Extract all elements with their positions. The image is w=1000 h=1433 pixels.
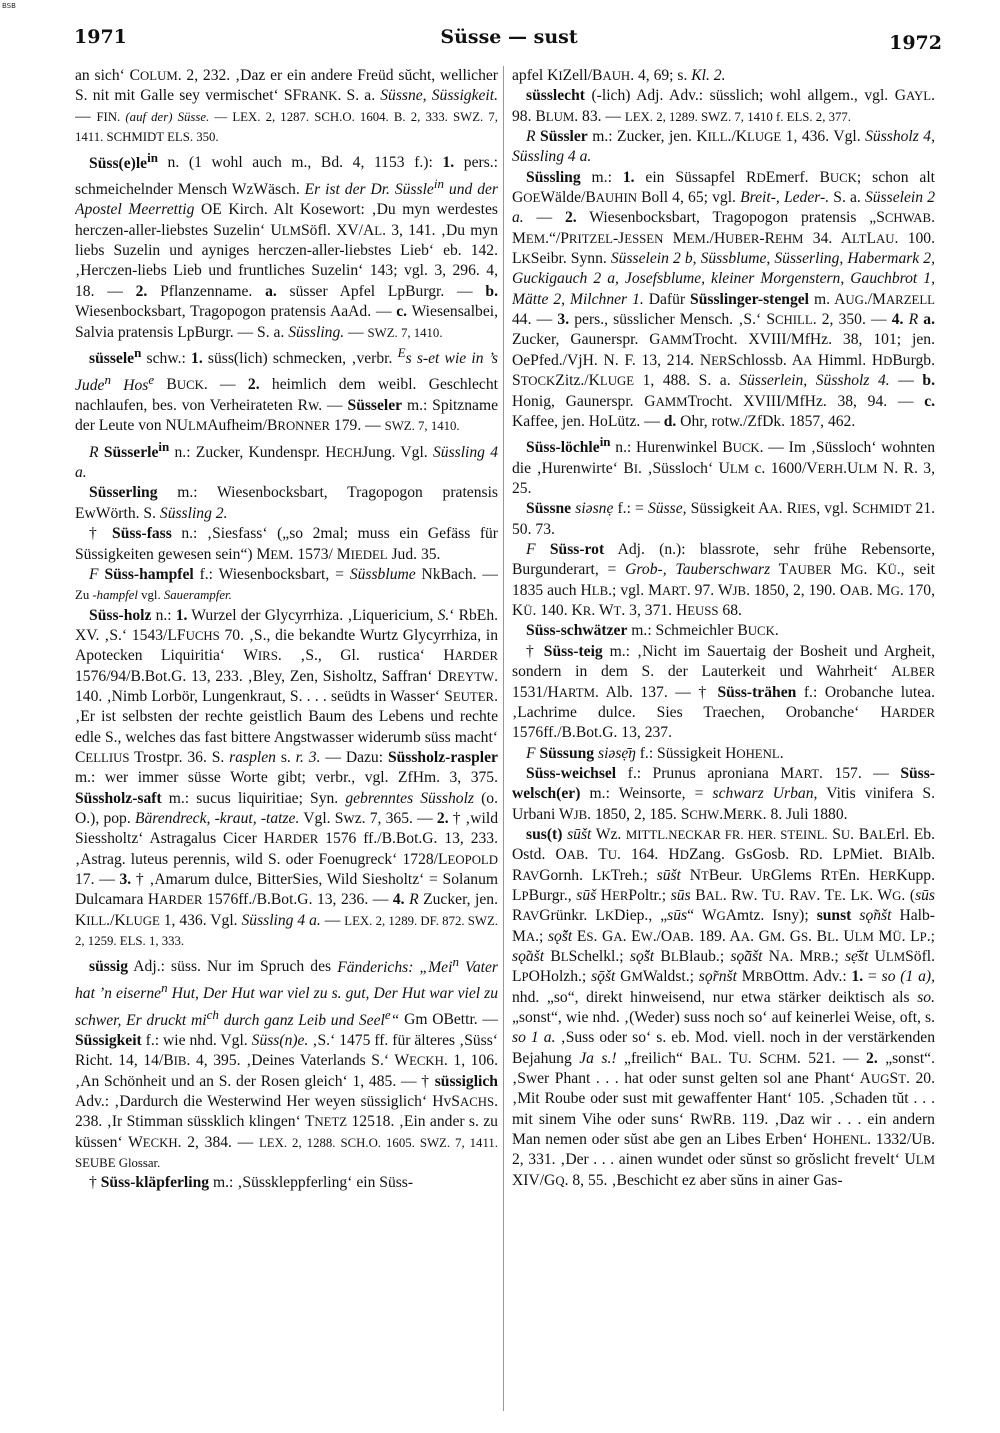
dictionary-entry: F Süssung siəsẹ̄ŋ f.: Süssigkeit HOHENL.: [526, 744, 784, 762]
page-number-left: 1971: [74, 26, 127, 48]
dictionary-entry: an sich‘ COLUM. 2, 232. ‚Daz er ein andere Freüd sŭcht, wellicher S. nit mit Galle sey vermischet‘ SFRANK. S. a. Süssne, Süssigkeit. — FIN. (auf der) Süsse. — LEX. 2, 1287. SCH.O. 1604. B. 2, 333. SWZ. 7, 1411. SCHMIDT ELS. 350.: [75, 67, 498, 145]
dictionary-entry: süssig Adj.: süss. Nur im Spruch des Fänderichs: „Mei$^n$ Vater hat ’n eiserne$^n$ Hut, Der Hut war viel zu s. gut, Der Hut war viel zu schwer, Er druckt $mi^{ch}$ durch ganz Leib und Seel$^e$“ Gm OBettr. — Süssigkeit f.: wie nhd. Vgl. Süss(n)e. ‚S.‘ 1475 ff. für älteres ‚Süss‘ Richt. 14, 14/BIB. 4, 395. ‚Deines Vaterlands S.‘ WECKH. 1, 106. ‚An Schönheit und an S. der Rosen gleich‘ 1, 485. — † süssiglich Adv.: ‚Dardurch die Westerwind Her weyen süssiglich‘ HvSACHS. 238. ‚Ir Stimman süssklich klingen‘ TNETZ 12518. ‚Ein ander s. zu küssen‘ WECKH. 2, 384. — LEX. 2, 1288. SCH.O. 1605. SWZ. 7, 1411. SEUBE Glossar.: [75, 953, 498, 1171]
dictionary-entry: Süsserling m.: Wiesenbocksbart, Tragopogon pratensis EwWörth. S. Süssling 2.: [75, 484, 498, 522]
dictionary-entry: Süss-löchle$^{in}$ n.: Hurenwinkel BUCK. — Im ‚Süssloch‘ wohnten die ‚Hurenwirte‘ BI. ‚Süssloch‘ ULM c. 1600/VERH.ULM N. R. 3, 25.: [512, 434, 935, 498]
page-header: [74, 22, 944, 56]
dictionary-entry: sus(t) sūšt Wz. MITTL.NECKAR FR. HER. STEINL. SU. BALErl. Eb. Ostd. OAB. TU. 164. HDZang. GsGosb. RD. LPMiet. BIAlb. RAVGornh. LKTreh.; sūšt NTBeur. URGlems RTEn. HERKupp. LPBurgr., sūš HERPoltr.; sūs BAL. RW. TU. RAV. TE. LK. WG. (sūs RAVGrünkr. LKDiep., „sūs“ WGAmtz. Isny); sunst sǫ̃nšt Halb-MA.; sǫ̃št ES. GA. EW./OAB. 189. AA. GM. GS. BL. ULM MÜ. LP.; sǫ̃ašt BLSchelkl.; sǫ̃št BLBlaub.; sǫ̃āšt NA. MRB.; sẹ̄št ULMSöfl. LPOHolzh.; sǭšt GMWaldst.; sǫ̃rnšt MRBOttm. Adv.: 1. = so (1 a), nhd. „so“, direkt hinweisend, nur etwa stärker deiktisch als so. „sonst“, wie nhd. ‚(Weder) suss noch so‘ auf keinerlei Weise, oft, s. so 1 a. ‚Suss oder so‘ s. eb. Mod. viell. noch in der verstärkenden Bejahung Ja s.! „freilich“ BAL. TU. SCHM. 521. — 2. „sonst“. ‚Swer Phant . . . hat oder sunst gelten sol ane Phant‘ AUGST. 20. ‚Mit Roube oder sust mit gewaffenter Hant‘ 105. ‚Schaden tŭt . . . mit sinem Vihe oder suns‘ RWRB. 119. ‚Daz wir . . . ein andern Man nemen oder sŭst abe gen an Libes Erben‘ HOHENL. 1332/UB. 2, 331. ‚Der . . . ainen wundet oder sŭnst so grŏslicht frevelt‘ ULM XIV/GQ. 8, 55. ‚Beschicht ez aber sŭns in ainer Gas-: [512, 825, 935, 1189]
dictionary-entry: † Süss-teig m.: ‚Nicht im Sauertaig der Bosheit und Argheit, sondern in dem S. der Lauterkeit und Wahrheit‘ ALBER 1531/HARTM. Alb. 137. — † Süss-trähen f.: Orobanche lutea. ‚Lachrime dulce. Sies Traechen, Orobanche‘ HARDER 1576ff./B.Bot.G. 13, 237.: [512, 642, 935, 742]
dictionary-entry: † Süss-fass n.: ‚Siesfass‘ („so 2mal; muss ein Gefäss für Süssigkeiten gewesen sein“) MEM. 1573/ MIEDEL Jud. 35.: [75, 525, 498, 563]
running-title: Süsse — sust: [440, 26, 578, 48]
column-divider: [503, 66, 504, 1411]
dictionary-entry: Süss-holz n.: 1. Wurzel der Glycyrrhiza. ‚Liquericium, S.‘ RbEh. XV. ‚S.‘ 1543/LFUCHS 70. ‚S., die bekandte Wurtz Glycyrrhiza, in Apotecken Liquiritia‘ WIRS. ‚S., Gl. rustica‘ HARDER 1576/94/B.Bot.G. 13, 233. ‚Bley, Zen, Sisholtz, Saffran‘ DREYTW. 140. ‚Nimb Lorbör, Lungenkraut, S. . . . seüdts in Wasser‘ SEUTER. ‚Er ist selbsten der rechte geistlich Baum des Lebens und rechte edle S., welches das fast bittere Angstwasser widerumb süss macht‘ CELLIUS Trostpr. 36. S. rasplen s. r. 3. — Dazu: Süssholz-raspler m.: wer immer süsse Worte gibt; verbr., vgl. ZfHm. 3, 375. Süssholz-saft m.: sucus liquiritiae; Syn. gebrenntes Süssholz (o. O.), pop. Bärendreck, -kraut, -tatze. Vgl. Swz. 7, 365. — 2. † ‚wild Siessholtz‘ Astragalus Cicer HARDER 1576 ff./B.Bot.G. 13, 233. ‚Astrag. luteus perennis, wild S. oder Foenugreck‘ 1728/LEOPOLD 17. — 3. † ‚Amarum dulce, BitterSies, Wild Siesholtz‘ = Solanum Dulcamara HARDER 1576ff./B.Bot.G. 13, 236. — 4. R Zucker, jen. KILL./KLUGE 1, 436. Vgl. Süssling 4 a. — LEX. 2, 1289. DF. 872. SWZ. 2, 1259. ELS. 1, 333.: [75, 606, 498, 949]
page-number-right: 1972: [889, 32, 942, 54]
library-stamp: BSB: [2, 2, 16, 10]
dictionary-entry: R Süssler m.: Zucker, jen. KILL./KLUGE 1, 436. Vgl. Süssholz 4, Süssling 4 a.: [512, 128, 935, 166]
dictionary-entry: Süss-schwätzer m.: Schmeichler BUCK.: [526, 622, 779, 640]
dictionary-entry: † Süss-kläpferling m.: ‚Süsskleppferling‘ ein Süss-: [89, 1174, 414, 1192]
dictionary-entry: $Süss(e)le^{in}$ n. (1 wohl auch m., Bd. 4, 1153 f.): 1. pers.: schmeichelnder Mensch WzWäsch. Er ist der Dr. Süssle$^{in}$ und der Apostel Meerrettig OE Kirch. Alt Kosewort: ‚Du myn werdestes herczen-aller-liebstes Suzelin‘ ULMSöfl. XV/AL. 3, 141. ‚Du myn liebs Suzelin und ayniges herczen-aller-liebstes Lieb‘ eb. 142. ‚Herczen-liebs Lieb und fruntliches Suzelin‘ 143; vgl. 3, 296. 4, 18. — 2. Pflanzenname. a. süsser Apfel LpBurgr. — b. Wiesenbocksbart, Tragopogon pratensis AaAd. — c. Wiesensalbei, Salvia pratensis LpBurgr. — S. a. Süssling. — SWZ. 7, 1410.: [75, 149, 498, 341]
dictionary-entry: apfel KIZell/BAUH. 4, 69; s. Kl. 2.: [512, 67, 726, 84]
dictionary-entry: süsslecht (-lich) Adj. Adv.: süsslich; wohl allgem., vgl. GAYL. 98. BLUM. 83. — LEX. 2, 1289. SWZ. 7, 1410 f. ELS. 2, 377.: [512, 87, 935, 125]
dictionary-entry: Süssne siəsnẹ f.: = Süsse, Süssigkeit AA. RIES, vgl. SCHMIDT 21. 50. 73.: [512, 500, 935, 538]
dictionary-entry: F Süss-rot Adj. (n.): blassrote, sehr frühe Rebensorte, Burgunderart, = Grob-, Tauberschwarz TAUBER MG. KÜ., seit 1835 auch HLB.; vgl. MART. 97. WJB. 1850, 2, 190. OAB. MG. 170, KÜ. 140. KR. WT. 3, 371. HEUSS 68.: [512, 541, 935, 620]
dictionary-entry: Süssling m.: 1. ein Süssapfel RDEmerf. BUCK; schon alt GOEWälde/BAUHIN Boll 4, 65; vgl. Breit-, Leder-. S. a. Süsselein 2 a. — 2. Wiesenbocksbart, Tragopogon pratensis „SCHWAB. MEM.“/PRITZEL-JESSEN MEM./HUBER-REHM 34. ALTLAU. 100. LKSeibr. Synn. Süsselein 2 b, Süssblume, Süsserling, Habermark 2, Guckigauch 2 a, Josefsblume, kleiner Morgenstern, Gauchbrot 1, Mätte 2, Milchner 1. Dafür Süsslinger-stengel m. AUG./MARZELL 44. — 3. pers., süsslicher Mensch. ‚S.‘ SCHILL. 2, 350. — 4. R a. Zucker, Gaunerspr. GAMMTrocht. XVIII/MfHz. 38, 101; jen. OePfed./VjH. N. F. 13, 214. NERSchlossb. AA Himml. HDBurgb. STOCKZitz./KLUGE 1, 488. S. a. Süsserlein, Süssholz 4. — b. Honig, Gaunerspr. GAMMTrocht. XVIII/MfHz. 38, 94. — c. Kaffee, jen. HoLütz. — d. Ohr, rotw./ZfDk. 1857, 462.: [512, 168, 935, 430]
dictionary-entry: süssele$^n$ schw.: 1. süss(lich) schmecken, ‚verbr. $^E$s s-et wie in ’s Jude$^n$ Hos$^e$ BUCK. — 2. heimlich dem weibl. Geschlecht nachlaufen, bes. von Verheirateten Rw. — Süsseler m.: Spitzname der Leute von NULMAufheim/BRONNER 179. — SWZ. 7, 1410.: [75, 344, 498, 435]
dictionary-entry: R Süsserle$^{in}$ n.: Zucker, Kundenspr. HECHJung. Vgl. Süssling 4 a.: [75, 438, 498, 482]
dictionary-entry: F Süss-hampfel f.: Wiesenbocksbart, = Süssblume NkBach. — Zu -hampfel vgl. Sauerampfer.: [75, 565, 498, 603]
left-column: [75, 66, 498, 1416]
dictionary-entry: Süss-weichsel f.: Prunus aproniana MART. 157. — Süss-welsch(er) m.: Weinsorte, = schwarz Urban, Vitis vinifera S. Urbani WJB. 1850, 2, 185. SCHW.MERK. 8. Juli 1880.: [512, 764, 935, 823]
right-column: [512, 66, 935, 1416]
